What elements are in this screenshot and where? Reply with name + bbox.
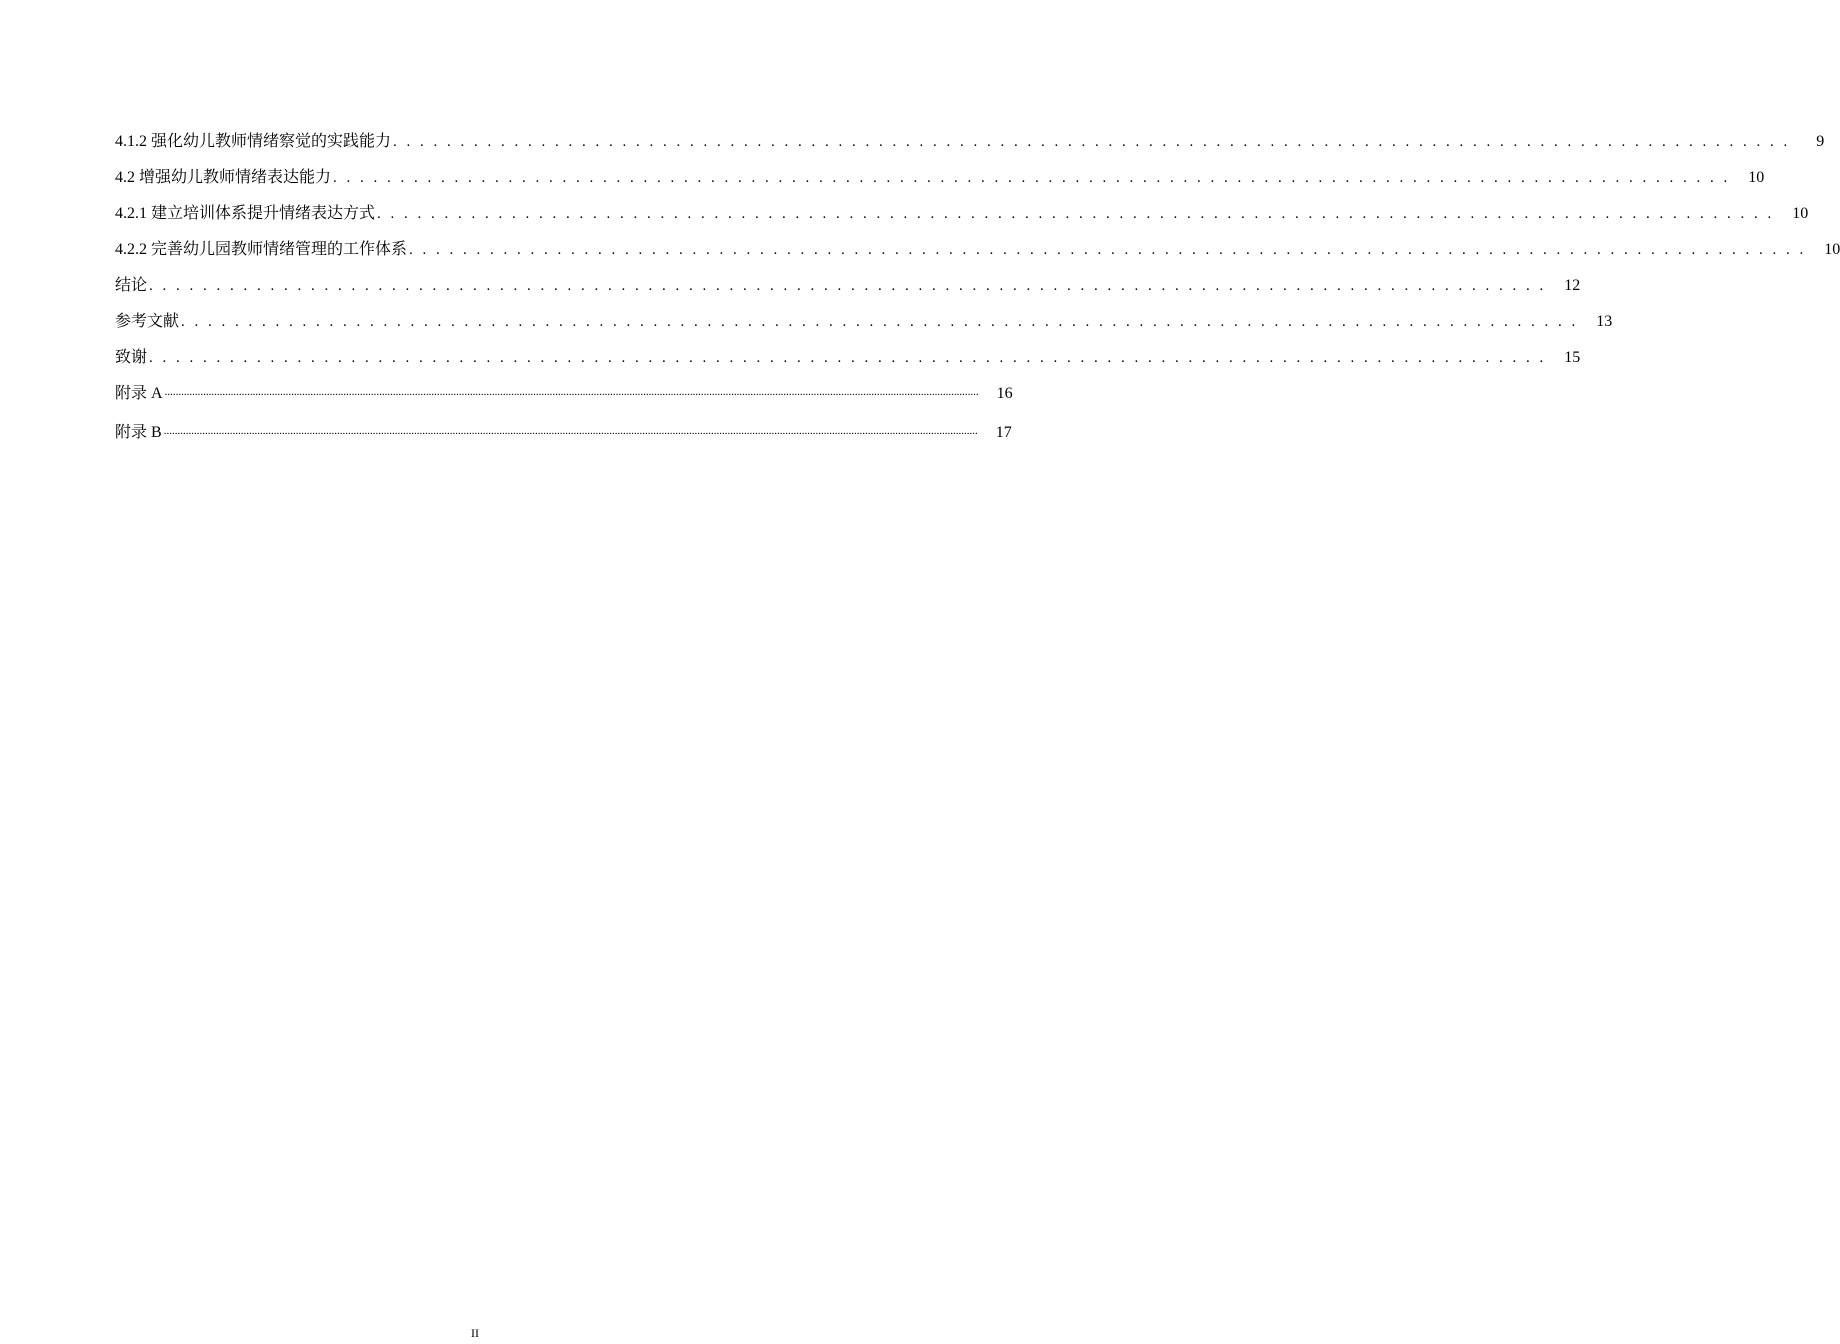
toc-entry-appendix-a[interactable] xyxy=(115,368,1013,404)
toc-entry-4-2-1[interactable] xyxy=(115,188,1809,224)
toc-entry-page: 17 xyxy=(995,424,1012,441)
table-of-contents xyxy=(115,116,1840,443)
toc-entry-label: 4.2.2 完善幼儿园教师情绪管理的工作体系 xyxy=(115,241,408,258)
toc-entry-page: 15 xyxy=(1564,349,1581,366)
toc-dot-leader: . . . . . . . . . . . . . . . . . . . . . . . . . . . . . . . . . . . . . . . . . . . . . . . . . . . . . . . . . . . . . . . . . . . . . . . . . . . . . . . . . . . . . . . . . . . . . . . . . . . . . . . . xyxy=(149,350,1547,366)
toc-entry-page: 16 xyxy=(996,385,1013,402)
toc-dot-leader: ........................................................................................................................................................................................................................................................................................................ xyxy=(163,425,978,437)
toc-dot-leader: . . . . . . . . . . . . . . . . . . . . . . . . . . . . . . . . . . . . . . . . . . . . . . . . . . . . . . . . . . . . . . . . . . . . . . . . . . . . . . . . . . . . . . . . . . . . . . . . . . . . . . . . xyxy=(333,170,1731,186)
toc-dot-leader: . . . . . . . . . . . . . . . . . . . . . . . . . . . . . . . . . . . . . . . . . . . . . . . . . . . . . . . . . . . . . . . . . . . . . . . . . . . . . . . . . . . . . . . . . . . . . . . . . . . . . . . . xyxy=(377,206,1775,222)
page-footer-number: II xyxy=(471,1326,479,1340)
toc-dot-leader: . . . . . . . . . . . . . . . . . . . . . . . . . . . . . . . . . . . . . . . . . . . . . . . . . . . . . . . . . . . . . . . . . . . . . . . . . . . . . . . . . . . . . . . . . . . . . . . . . . . . . . . . xyxy=(181,314,1579,330)
toc-entry-label: 4.2 增强幼儿教师情绪表达能力 xyxy=(115,169,332,186)
toc-entry-4-2[interactable] xyxy=(115,152,1765,188)
toc-entry-4-2-2[interactable] xyxy=(115,224,1840,260)
toc-entry-label: 参考文献 xyxy=(115,313,180,330)
toc-dot-leader: . . . . . . . . . . . . . . . . . . . . . . . . . . . . . . . . . . . . . . . . . . . . . . . . . . . . . . . . . . . . . . . . . . . . . . . . . . . . . . . . . . . . . . . . . . . . . . . . . . . . . . . . xyxy=(393,134,1791,150)
toc-entry-label: 附录 B xyxy=(115,424,162,441)
toc-entry-label: 结论 xyxy=(115,277,148,294)
toc-entry-label: 附录 A xyxy=(115,385,163,402)
toc-dot-leader: ........................................................................................................................................................................................................................................................................................................ xyxy=(164,386,979,398)
toc-entry-label: 4.1.2 强化幼儿教师情绪察觉的实践能力 xyxy=(115,133,392,150)
toc-entry-4-1-2[interactable] xyxy=(115,116,1825,152)
toc-entry-page: 12 xyxy=(1564,277,1581,294)
toc-entry-page: 10 xyxy=(1792,205,1809,222)
toc-entry-conclusion[interactable] xyxy=(115,260,1581,296)
toc-dot-leader: . . . . . . . . . . . . . . . . . . . . . . . . . . . . . . . . . . . . . . . . . . . . . . . . . . . . . . . . . . . . . . . . . . . . . . . . . . . . . . . . . . . . . . . . . . . . . . . . . . . . . . . . xyxy=(149,278,1547,294)
toc-entry-label: 4.2.1 建立培训体系提升情绪表达方式 xyxy=(115,205,376,222)
toc-entry-references[interactable] xyxy=(115,296,1613,332)
toc-entry-page: 13 xyxy=(1596,313,1613,330)
toc-entry-page: 10 xyxy=(1748,169,1765,186)
toc-entry-label: 致谢 xyxy=(115,349,148,366)
toc-entry-page: 9 xyxy=(1816,133,1825,150)
toc-entry-acknowledgements[interactable] xyxy=(115,332,1581,368)
toc-entry-appendix-b[interactable] xyxy=(115,404,1012,443)
toc-entry-page: 10 xyxy=(1824,241,1840,258)
toc-dot-leader: . . . . . . . . . . . . . . . . . . . . . . . . . . . . . . . . . . . . . . . . . . . . . . . . . . . . . . . . . . . . . . . . . . . . . . . . . . . . . . . . . . . . . . . . . . . . . . . . . . . . . . . . xyxy=(409,242,1807,258)
